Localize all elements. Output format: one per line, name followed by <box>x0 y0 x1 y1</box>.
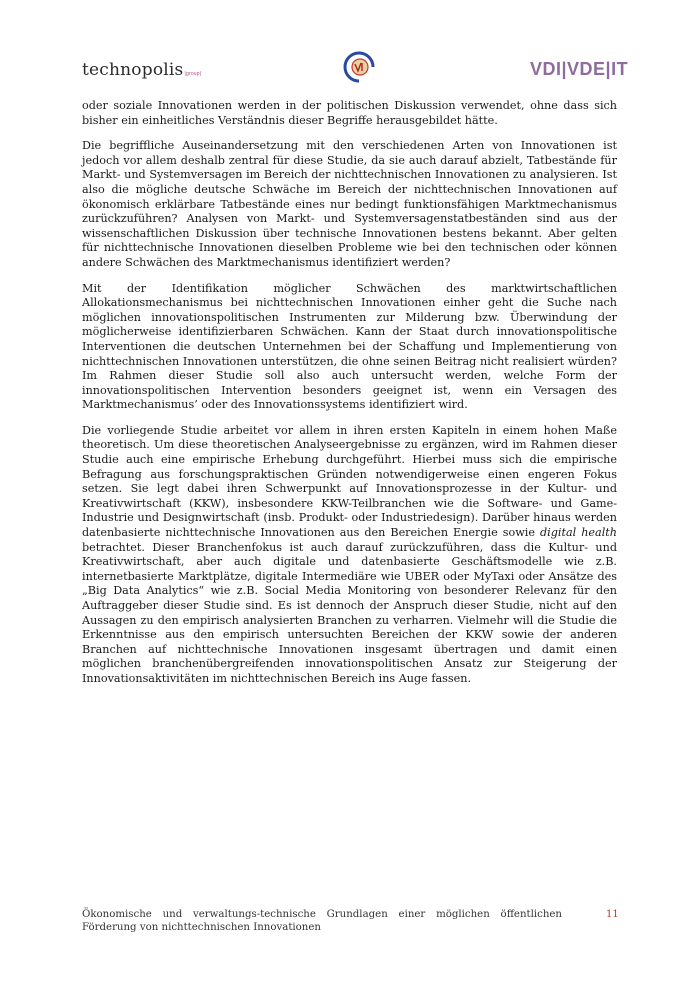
paragraph-2: Die begriffliche Auseinandersetzung mit den verschiedenen Arten von Innovationen ist jedoch vor allem deshalb zentral für diese Studie, da sie auch darauf abzielt, Tatbestände für Markt- und Systemversagen im Bereich der nichttechnischen Innovationen zu analysieren. Ist also die mögliche deutsche Schwäche im Bereich der nichttechnischen Innovationen auf ökonomisch erklärbare Tatbestände eines nur bedingt funktionsfähigen Marktmechanismus zurückzuführen? Analysen von Markt- und Systemversagenstatbeständen sind aus der wissenschaftlichen Diskussion über technische Innovationen bestens bekannt. Aber gelten für nichttechnische Innovationen dieselben Probleme wie bei den technischen oder können andere Schwächen des Marktmechanismus identifiziert werden? <box>82 139 617 269</box>
seal-logo-icon <box>342 50 376 84</box>
technopolis-logo-text: technopolis <box>82 60 184 80</box>
paragraph-4-part-2: betrachtet. Dieser Branchenfokus ist auch darauf zurückzuführen, dass die Kultur- und Kreativwirtschaft, aber auch digitale und datenbasierte Geschäftsmodelle wie z.B. internetbasierte Marktplätze, digitale Intermediäre wie UBER oder MyTaxi oder Ansätze des „Big Data Analytics“ wie z.B. Social Media Monitoring von besonderer Relevanz für den Auftraggeber dieser Studie sind. Es ist dennoch der Anspruch dieser Studie, nicht auf den Aussagen zu den empirisch analysierten Branchen zu verharren. Vielmehr will die Studie die Erkenntnisse aus den empirisch untersuchten Bereichen der KKW sowie der anderen Branchen auf nichttechnische Innovationen insgesamt übertragen und damit einen möglichen branchenübergreifenden innovationspolitischen Ansatz zur Steigerung der Innovationsaktivitäten im nichttechnischen Bereich ins Auge fassen. <box>82 540 617 685</box>
technopolis-group-text: |group| <box>184 71 202 77</box>
paragraph-4-part-1: Die vorliegende Studie arbeitet vor allem in ihren ersten Kapiteln in einem hohen Maße theoretisch. Um diese theoretischen Analyseergebnisse zu ergänzen, wird im Rahmen dieser Studie auch eine empirische Erhebung durchgeführt. Hierbei muss sich die empirische Befragung aus forschungspraktischen Gründen notwendigerweise einen engeren Fokus setzen. Sie legt dabei ihren Schwerpunkt auf Innovationsprozesse in der Kultur- und Kreativwirtschaft (KKW), insbesondere KKW-Teilbranchen wie die Software- und Game-Industrie und Designwirtschaft (insb. Produkt- oder Industriedesign). Darüber hinaus werden datenbasierte nichttechnische Innovationen aus den Bereichen Energie sowie <box>82 423 617 540</box>
paragraph-1: oder soziale Innovationen werden in der politischen Diskussion verwendet, ohne dass sich bisher ein einheitliches Verständnis dieser Begriffe herausgebildet hätte. <box>82 99 617 127</box>
vdi-vde-it-logo: VDI|VDE|IT <box>530 59 629 79</box>
paragraph-3: Mit der Identifikation möglicher Schwächen des marktwirtschaftlichen Allokationsmechanismus bei nichttechnischen Innovationen einher geht die Suche nach möglichen innovationspolitischen Instrumenten zur Milderung bzw. Überwindung der möglicherweise identifizierbaren Schwächen. Kann der Staat durch innovationspolitische Interventionen die deutschen Unternehmen bei der Schaffung und Implementierung von nichttechnischen Innovationen unterstützen, die ohne seinen Beitrag nicht realisiert würden? Im Rahmen dieser Studie soll also auch untersucht werden, welche Form der innovationspolitischen Intervention besonders geeignet ist, wenn ein Versagen des Marktmechanismus’ oder des Innovationssystems identifiziert wird. <box>82 281 617 412</box>
paragraph-4 <box>82 424 617 687</box>
main-content <box>82 99 617 698</box>
center-seal-logo <box>342 50 376 84</box>
paragraph-4-italic-term: digital health <box>540 526 617 540</box>
footer-title: Ökonomische und verwaltungs-technische Grundlagen einer möglichen öffentlichen Förderung von nichttechnischen Innovationen <box>82 909 562 933</box>
technopolis-logo <box>82 60 201 80</box>
page-number: 11 <box>606 909 619 920</box>
